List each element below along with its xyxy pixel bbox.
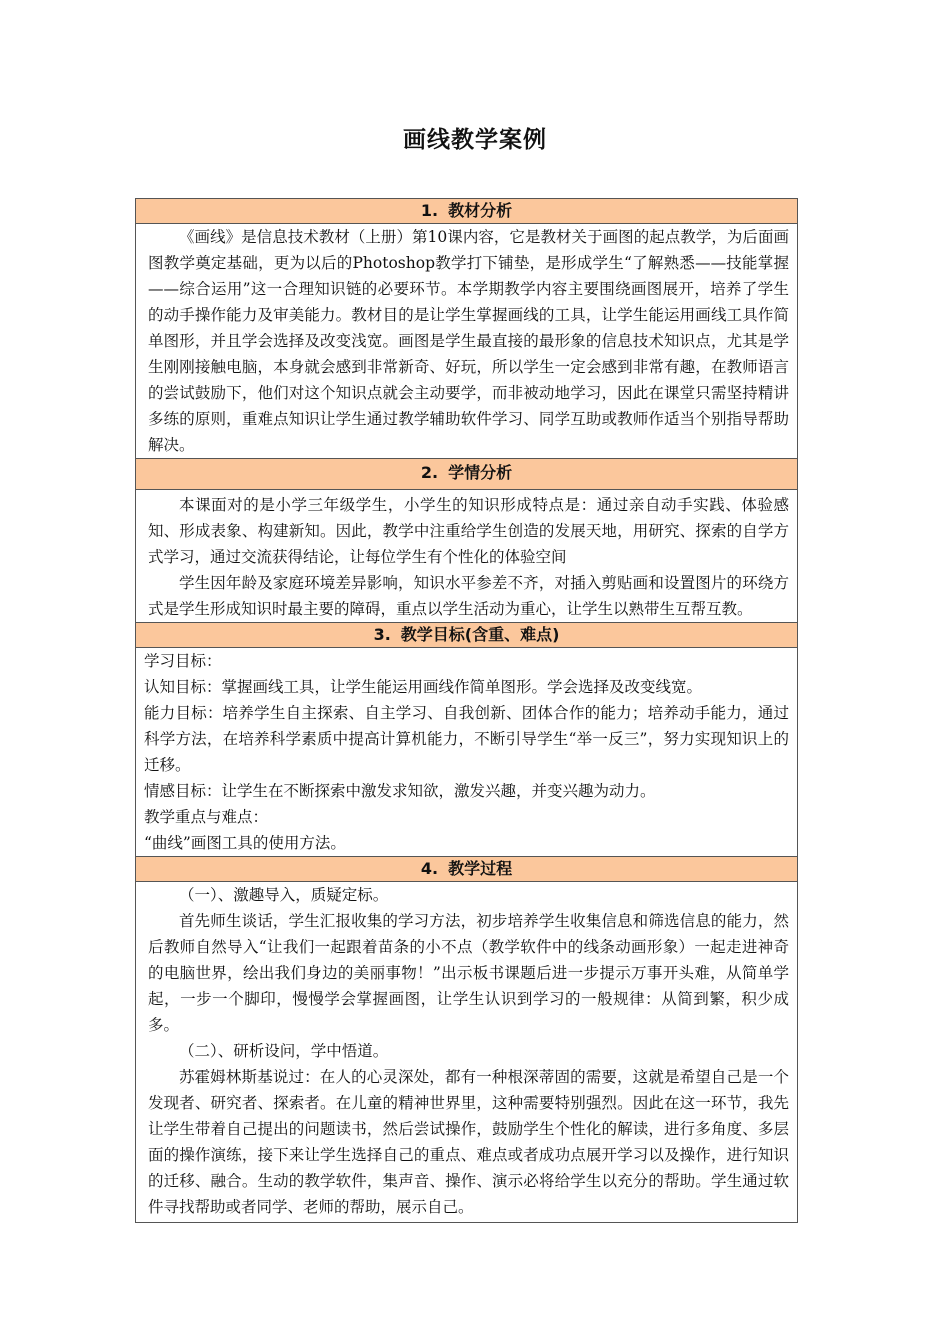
paragraph: 能力目标：培养学生自主探索、自主学习、自我创新、团体合作的能力；培养动手能力，通过科学方法，在培养科学素质中提高计算机能力，不断引导学生“举一反三”，努力实现知识上的迁移。 <box>144 704 789 774</box>
section-body-row <box>136 648 798 857</box>
section-body-teaching-process <box>136 882 798 1223</box>
section-heading: 教学过程 <box>448 859 513 878</box>
section-header-row <box>136 459 798 490</box>
paragraph: 学习目标： <box>144 652 222 670</box>
section-header-student-analysis <box>136 459 798 490</box>
paragraph: （二）、研析设问，学中悟道。 <box>179 1042 389 1060</box>
paragraph: “曲线”画图工具的使用方法。 <box>144 834 346 852</box>
section-header-teaching-material <box>136 199 798 224</box>
paragraph: 《画线》是信息技术教材（上册）第10课内容，它是教材关于画图的起点教学，为后面画图教学奠定基础，更为以后的Photoshop教学打下铺垫，是形成学生“了解熟悉——技能掌握——综合运用”这一合理知识链的必要环节。本学期教学内容主要围绕画图展开，培养了学生的动手操作能力及审美能力。教材目的是让学生掌握画线的工具，让学生能运用画线工具作简单图形，并且学会选择及改变浅宽。画图是学生最直接的最形象的信息技术知识点，尤其是学生刚刚接触电脑，本身就会感到非常新奇、好玩，所以学生一定会感到非常有趣，在教师语言的尝试鼓励下，他们对这个知识点就会主动要学，而非被动地学习，因此在课堂只需坚持精讲多练的原则，重难点知识让学生通过教学辅助软件学习、同学互助或教师作适当个别指导帮助解决。 <box>148 228 789 454</box>
section-heading: 学情分析 <box>448 463 513 482</box>
section-number: 4. <box>420 859 439 878</box>
section-body-row <box>136 882 798 1223</box>
section-header-teaching-process <box>136 857 798 882</box>
section-number: 2. <box>420 463 439 482</box>
section-body-row <box>136 224 798 459</box>
section-body-row <box>136 490 798 623</box>
section-body-teaching-material <box>136 224 798 459</box>
section-number: 3. <box>373 625 391 644</box>
section-heading: 教材分析 <box>448 201 513 220</box>
paragraph: 首先师生谈话，学生汇报收集的学习方法，初步培养学生收集信息和筛选信息的能力，然后教师自然导入“让我们一起跟着苗条的小不点（教学软件中的线条动画形象）一起走进神奇的电脑世界，绘出我们身边的美丽事物！”出示板书课题后进一步提示万事开头难，从简单学起，一步一个脚印，慢慢学会掌握画图，让学生认识到学习的一般规律：从简到繁，积少成多。 <box>148 912 789 1034</box>
paragraph: 认知目标：掌握画线工具，让学生能运用画线作简单图形。学会选择及改变线宽。 <box>144 678 703 696</box>
section-header-row <box>136 623 798 648</box>
paragraph: 本课面对的是小学三年级学生，小学生的知识形成特点是：通过亲自动手实践、体验感知、形成表象、构建新知。因此，教学中注重给学生创造的发展天地，用研究、探索的自学方式学习，通过交流获得结论，让每位学生有个性化的体验空间 <box>148 496 789 566</box>
section-header-teaching-objectives <box>136 623 798 648</box>
section-body-teaching-objectives <box>136 648 798 857</box>
paragraph: 学生因年龄及家庭环境差异影响，知识水平参差不齐，对插入剪贴画和设置图片的环绕方式是学生形成知识时最主要的障碍，重点以学生活动为重心，让学生以熟带生互帮互教。 <box>148 574 789 618</box>
page-title: 画线教学案例 <box>403 127 547 153</box>
section-number: 1. <box>420 201 439 220</box>
paragraph: 情感目标：让学生在不断探索中激发求知欲，激发兴趣，并变兴趣为动力。 <box>144 782 656 800</box>
paragraph: 教学重点与难点： <box>144 808 269 826</box>
paragraph: （一）、激趣导入，质疑定标。 <box>179 886 389 904</box>
section-header-row <box>136 857 798 882</box>
section-heading: 教学目标(含重、难点) <box>400 625 560 644</box>
section-body-student-analysis <box>136 490 798 623</box>
lesson-plan-table <box>135 198 798 1223</box>
paragraph: 苏霍姆林斯基说过：在人的心灵深处，都有一种根深蒂固的需要，这就是希望自己是一个发现者、研究者、探索者。在儿童的精神世界里，这种需要特别强烈。因此在这一环节，我先让学生带着自己提出的问题读书，然后尝试操作，鼓励学生个性化的解读，进行多角度、多层面的操作演练，接下来让学生选择自己的重点、难点或者成功点展开学习以及操作，进行知识的迁移、融合。生动的教学软件，集声音、操作、演示必将给学生以充分的帮助。学生通过软件寻找帮助或者同学、老师的帮助，展示自己。 <box>148 1068 789 1216</box>
section-header-row <box>136 199 798 224</box>
